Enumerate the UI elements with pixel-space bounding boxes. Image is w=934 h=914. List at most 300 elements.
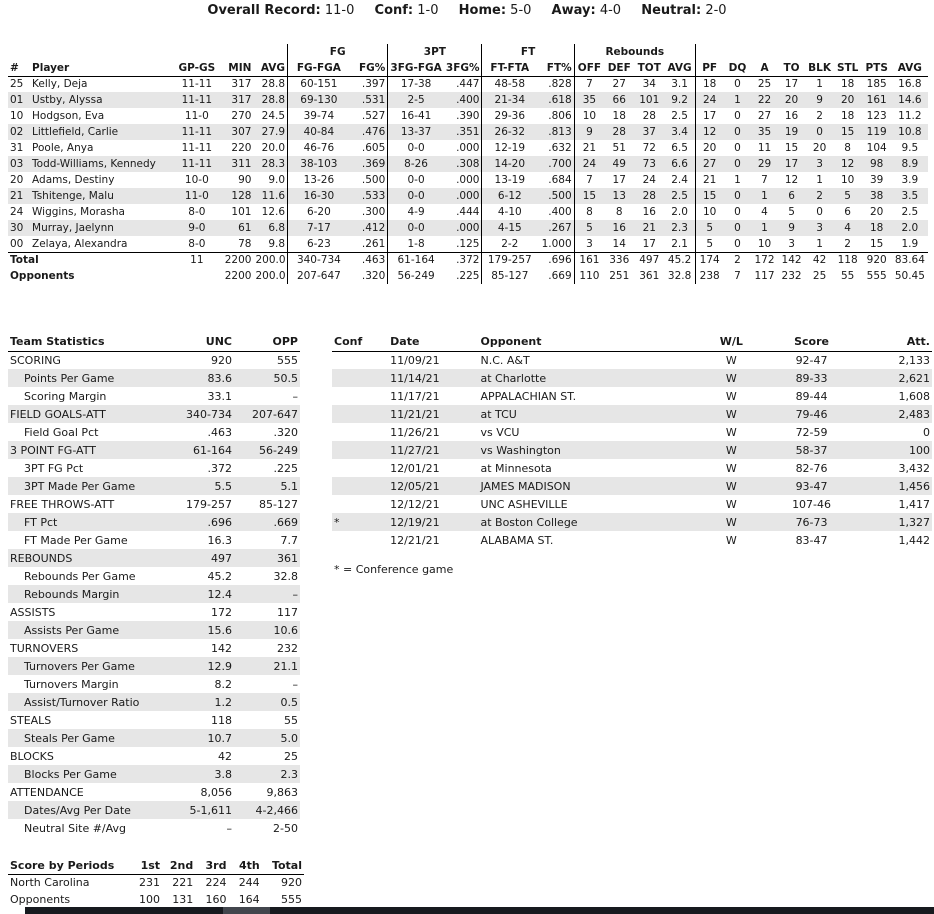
cell: 3PT FG Pct [24, 461, 84, 475]
cell: Kelly, Deja [32, 78, 88, 91]
table-row [332, 477, 932, 495]
cell: 18 [870, 222, 884, 234]
table-row [332, 369, 932, 387]
cell: 12-19 [482, 140, 537, 156]
cell: 17-38 [388, 76, 444, 92]
cell: 7 [574, 76, 604, 92]
col-header: W/L [701, 333, 761, 351]
score-by-periods-table [8, 857, 304, 908]
cell: 207-647 [252, 407, 298, 421]
cell: 9-0 [188, 222, 206, 234]
cell: North Carolina [10, 876, 90, 890]
cell: 231 [139, 876, 161, 890]
cell: Points Per Game [24, 371, 115, 385]
cell [332, 423, 388, 441]
cell: FT Made Per Game [24, 533, 128, 547]
cell: Zelaya, Alexandra [32, 237, 128, 250]
cell: .806 [548, 110, 572, 122]
table-row [8, 711, 300, 729]
cell: 5 [574, 220, 604, 236]
table-row [8, 351, 300, 369]
table-row [332, 405, 932, 423]
cell: 497 [634, 252, 664, 268]
cell: 48-58 [482, 76, 537, 92]
cell: 20 [10, 174, 24, 186]
col-header: TOT [634, 60, 664, 76]
cell: 1 [734, 174, 741, 186]
cell: 25 [757, 78, 772, 91]
cell: 101 [231, 206, 252, 218]
cell: at Charlotte [480, 371, 547, 385]
cell: 5 [695, 236, 723, 252]
cell: 14.6 [898, 94, 922, 106]
col-header: OPP [234, 333, 300, 351]
game-results-section [332, 333, 932, 576]
cell: 45.2 [207, 569, 232, 583]
cell: 12.6 [261, 206, 286, 218]
cell: 10 [695, 204, 723, 220]
cell: 555 [866, 270, 887, 282]
table-row [8, 188, 928, 204]
column-header-row [8, 60, 928, 76]
cell: 10.6 [273, 623, 298, 637]
cell: Opponents [10, 893, 71, 906]
cell: .225 [273, 461, 298, 475]
cell: 33.1 [207, 389, 232, 403]
table-row [332, 531, 932, 549]
cell: .000 [456, 190, 480, 202]
cell: 29 [757, 158, 772, 170]
cell: 12/01/21 [390, 461, 440, 475]
cell: 1,442 [898, 533, 930, 547]
cell: 10 [10, 110, 24, 122]
cell: .308 [456, 158, 480, 170]
cell: W [725, 533, 737, 547]
cell: 161 [866, 94, 887, 106]
cell: 12/19/21 [390, 515, 440, 529]
cell: 16-41 [388, 108, 444, 124]
neutral-record [641, 3, 726, 18]
cell: Poole, Anya [32, 142, 94, 154]
conf-record [375, 3, 439, 18]
cell: N.C. A&T [480, 353, 530, 367]
col-header: FT% [537, 60, 574, 76]
cell: 11-11 [181, 78, 213, 91]
cell: 2.0 [901, 222, 919, 234]
cell: ALABAMA ST. [480, 533, 554, 547]
cell: 117 [754, 270, 775, 282]
col-header: 3FG-FGA [388, 60, 444, 76]
cell: 28 [612, 126, 626, 138]
cell: 0 [734, 222, 741, 234]
cell: 25 [10, 78, 24, 91]
cell: 24.5 [261, 110, 286, 122]
cell: 118 [211, 713, 232, 727]
cell: 15.6 [207, 623, 232, 637]
cell: 142 [778, 252, 806, 268]
cell: 20 [784, 94, 799, 106]
col-header: OFF [574, 60, 604, 76]
table-row [8, 729, 300, 747]
cell: 7 [761, 174, 768, 186]
cell: 1 [816, 174, 823, 186]
cell: 4 [761, 206, 768, 218]
cell: 17 [784, 158, 799, 170]
cell: 4-15 [482, 220, 537, 236]
record-value: 5-0 [510, 3, 532, 18]
cell: 00 [10, 237, 24, 250]
table-row [8, 765, 300, 783]
cell: 311 [231, 158, 252, 170]
cell: .463 [207, 425, 232, 439]
cell: 2.4 [671, 174, 688, 186]
cell: 18 [840, 110, 855, 122]
table-row [8, 891, 304, 908]
table-row [8, 92, 928, 108]
cell: 317 [231, 78, 252, 91]
cell: 1.2 [214, 695, 232, 709]
col-header: PF [695, 60, 723, 76]
cell: 5 [695, 220, 723, 236]
cell: 340-734 [186, 407, 232, 421]
cell: W [725, 461, 737, 475]
cell: 8.9 [901, 158, 919, 170]
cell [332, 405, 388, 423]
cell [332, 441, 388, 459]
cell: 2 [816, 110, 823, 122]
table-row [8, 621, 300, 639]
cell: 2.3 [280, 767, 298, 781]
cell: 16.3 [207, 533, 232, 547]
cell: 18 [840, 78, 855, 91]
cell: 11-11 [181, 126, 213, 138]
cell: 11-0 [184, 110, 209, 122]
cell: 2 [844, 237, 851, 250]
cell: 317 [231, 94, 252, 106]
cell: 60-151 [288, 76, 350, 92]
cell: 8 [844, 142, 851, 154]
cell: 7 [734, 270, 741, 282]
cell: 12/21/21 [390, 533, 440, 547]
cell: 25 [812, 270, 827, 282]
cell: 21 [574, 140, 604, 156]
cell: 13-37 [388, 124, 444, 140]
table-row [332, 423, 932, 441]
cell: 11.6 [261, 190, 286, 202]
cell: 8-0 [188, 206, 206, 218]
cell: .813 [548, 126, 572, 138]
cell [332, 495, 388, 513]
cell: 5-1,611 [189, 803, 232, 817]
cell: Dates/Avg Per Date [24, 803, 131, 817]
cell: BLOCKS [10, 749, 54, 763]
cell [332, 369, 388, 387]
col-header: FG% [350, 60, 388, 76]
cell: 17 [642, 237, 656, 250]
cell: 24 [10, 206, 24, 218]
cell: 11-11 [181, 158, 213, 170]
cell: 117 [277, 605, 298, 619]
cell: W [725, 515, 737, 529]
cell: 13-26 [288, 172, 350, 188]
table-row [8, 172, 928, 188]
cell: 11/14/21 [390, 371, 440, 385]
cell: 8 [574, 204, 604, 220]
record-label: Overall Record: [207, 3, 321, 18]
cell: 0 [734, 110, 741, 122]
cell: 85-127 [259, 497, 298, 511]
cell: 20 [695, 140, 723, 156]
cell: .696 [207, 515, 232, 529]
col-header: DQ [723, 60, 751, 76]
record-value: 1-0 [417, 3, 439, 18]
cell: 220 [231, 142, 252, 154]
cell: 9.5 [901, 142, 919, 154]
cell: 200.0 [255, 270, 286, 282]
cell: 30 [10, 222, 24, 234]
record-value: 2-0 [705, 3, 727, 18]
cell: 27 [757, 110, 772, 122]
cell [174, 268, 219, 284]
cell: 100 [909, 443, 930, 457]
cell: .605 [361, 142, 386, 154]
cell: 10 [574, 108, 604, 124]
cell: 34 [642, 78, 656, 91]
cell: 2-5 [388, 92, 444, 108]
col-header: Total [262, 857, 304, 874]
cell: .412 [361, 222, 386, 234]
table-row [332, 495, 932, 513]
col-header: Date [388, 333, 478, 351]
cell: 6 [788, 190, 795, 202]
cell: 13-19 [482, 172, 537, 188]
cell: 2.5 [901, 206, 919, 218]
table-row [8, 124, 928, 140]
cell: 5 [788, 206, 795, 218]
col-header: Team Statistics [8, 333, 172, 351]
table-row [8, 252, 928, 268]
cell: 0 [734, 78, 741, 91]
cell: 5 [844, 190, 851, 202]
cell: W [725, 479, 737, 493]
cell: 10 [757, 237, 772, 250]
cell: 02 [10, 126, 24, 138]
cell: 55 [840, 270, 855, 282]
cell: 8,056 [200, 785, 232, 799]
table-row [332, 459, 932, 477]
cell: 2 [723, 252, 751, 268]
cell: .447 [456, 78, 480, 91]
cell: 5.0 [280, 731, 298, 745]
cell: 72 [642, 142, 656, 154]
col-header: Score by Periods [8, 857, 129, 874]
cell: 1 [816, 78, 823, 91]
cell: .400 [456, 94, 480, 106]
cell: 4-2,466 [255, 803, 298, 817]
cell: 5.5 [214, 479, 232, 493]
cell: W [725, 371, 737, 385]
cell: – [226, 821, 232, 835]
cell: 55 [284, 713, 298, 727]
col-header: GP-GS [174, 60, 219, 76]
cell: .531 [361, 94, 386, 106]
cell: 110 [574, 268, 604, 284]
cell: 35 [574, 92, 604, 108]
cell: 31 [10, 142, 24, 154]
cell: 12.4 [207, 587, 232, 601]
table-row [332, 441, 932, 459]
cell: – [292, 389, 298, 403]
cell: Hodgson, Eva [32, 110, 105, 122]
cell: 51 [612, 142, 626, 154]
cell: 4-10 [482, 204, 537, 220]
cell: 0-0 [388, 172, 444, 188]
scrollbar-thumb[interactable] [223, 907, 270, 914]
cell: 11/17/21 [390, 389, 440, 403]
cell: Adams, Destiny [32, 174, 115, 186]
cell: 16 [612, 222, 626, 234]
cell: W [725, 407, 737, 421]
cell: 37 [642, 126, 656, 138]
cell: 27.9 [261, 126, 286, 138]
cell: 6.8 [268, 222, 286, 234]
cell: ASSISTS [10, 605, 56, 619]
table-row [332, 387, 932, 405]
away-record [552, 3, 622, 18]
cell: Turnovers Per Game [24, 659, 135, 673]
cell: 83.6 [207, 371, 232, 385]
cell: 232 [781, 270, 802, 282]
cell: 2200 [219, 252, 253, 268]
group-header-spacer [695, 44, 928, 60]
cell: 1-8 [388, 236, 444, 252]
col-header: BLK [806, 60, 834, 76]
cell: 14 [612, 237, 626, 250]
cell: 56-249 [259, 443, 298, 457]
cell: 142 [211, 641, 232, 655]
cell: 83-47 [795, 533, 828, 547]
col-header: Score [761, 333, 861, 351]
cell: 207-647 [288, 268, 350, 284]
group-header-spacer [8, 44, 288, 60]
cell: 9 [816, 94, 823, 106]
cell: .125 [456, 237, 480, 250]
cell: 3 [816, 222, 823, 234]
cell: STEALS [10, 713, 52, 727]
cell: 32.8 [273, 569, 298, 583]
cell: 20.0 [261, 142, 286, 154]
cell: 15 [840, 126, 855, 138]
cell: .476 [361, 126, 386, 138]
cell: .696 [537, 252, 574, 268]
cell: 8-0 [188, 237, 206, 250]
cell: 6-12 [482, 188, 537, 204]
cell: 10-0 [184, 174, 209, 186]
cell: 0 [816, 126, 823, 138]
col-header: FG-FGA [288, 60, 350, 76]
cell: 118 [834, 252, 862, 268]
table-row [8, 513, 300, 531]
cell: 28 [642, 190, 656, 202]
cell: W [725, 443, 737, 457]
cell: 1 [761, 222, 768, 234]
team-stats-section [8, 333, 300, 837]
cell: 251 [609, 270, 630, 282]
cell: 3,432 [898, 461, 930, 475]
cell: 45.2 [664, 252, 695, 268]
col-header: Att. [862, 333, 932, 351]
cell: 920 [862, 252, 892, 268]
cell: 10.7 [207, 731, 232, 745]
cell: 307 [231, 126, 252, 138]
cell: .500 [361, 174, 386, 186]
overall-record [207, 3, 354, 18]
cell: 0 [923, 425, 930, 439]
cell: 11 [174, 252, 219, 268]
cell: 03 [10, 158, 24, 170]
cell: 16 [642, 206, 656, 218]
cell: 119 [866, 126, 887, 138]
cell: 107-46 [792, 497, 832, 511]
cell: 16.8 [898, 78, 922, 91]
cell: Rebounds Margin [24, 587, 120, 601]
score-by-periods-section [8, 857, 304, 908]
cell: 58-37 [795, 443, 828, 457]
col-header: A [751, 60, 777, 76]
cell: .372 [207, 461, 232, 475]
cell: .669 [273, 515, 298, 529]
cell: at TCU [480, 407, 517, 421]
cell: 1 [734, 94, 741, 106]
cell: TURNOVERS [10, 641, 79, 655]
cell: 131 [172, 893, 194, 906]
table-row [8, 549, 300, 567]
cell: 17 [612, 174, 626, 186]
cell: 0.5 [280, 695, 298, 709]
table-row [8, 76, 928, 92]
cell: 920 [211, 353, 232, 367]
cell: Scoring Margin [24, 389, 107, 403]
cell: Assist/Turnover Ratio [24, 695, 140, 709]
cell: FT Pct [24, 515, 58, 529]
record-label: Neutral: [641, 3, 702, 18]
cell: 83.64 [892, 252, 928, 268]
cell: 7 [574, 172, 604, 188]
cell: SCORING [10, 353, 61, 367]
col-header: 4th [228, 857, 261, 874]
cell: 0 [734, 237, 741, 250]
cell: UNC ASHEVILLE [480, 497, 568, 511]
cell: 9 [574, 124, 604, 140]
cell: 56-249 [388, 268, 444, 284]
cell: 82-76 [795, 461, 828, 475]
horizontal-scrollbar[interactable] [25, 907, 934, 914]
cell: 79-46 [795, 407, 828, 421]
cell: .300 [361, 206, 386, 218]
cell: 221 [172, 876, 194, 890]
cell: 336 [604, 252, 634, 268]
cell: 6.5 [671, 142, 688, 154]
cell: 270 [231, 110, 252, 122]
table-row [332, 513, 932, 531]
cell: 101 [639, 94, 660, 106]
col-header: DEF [604, 60, 634, 76]
cell: 179-257 [186, 497, 232, 511]
cell: 20 [812, 142, 827, 154]
cell: 2 [816, 190, 823, 202]
cell: 98 [870, 158, 884, 170]
cell: 28.3 [261, 158, 286, 170]
